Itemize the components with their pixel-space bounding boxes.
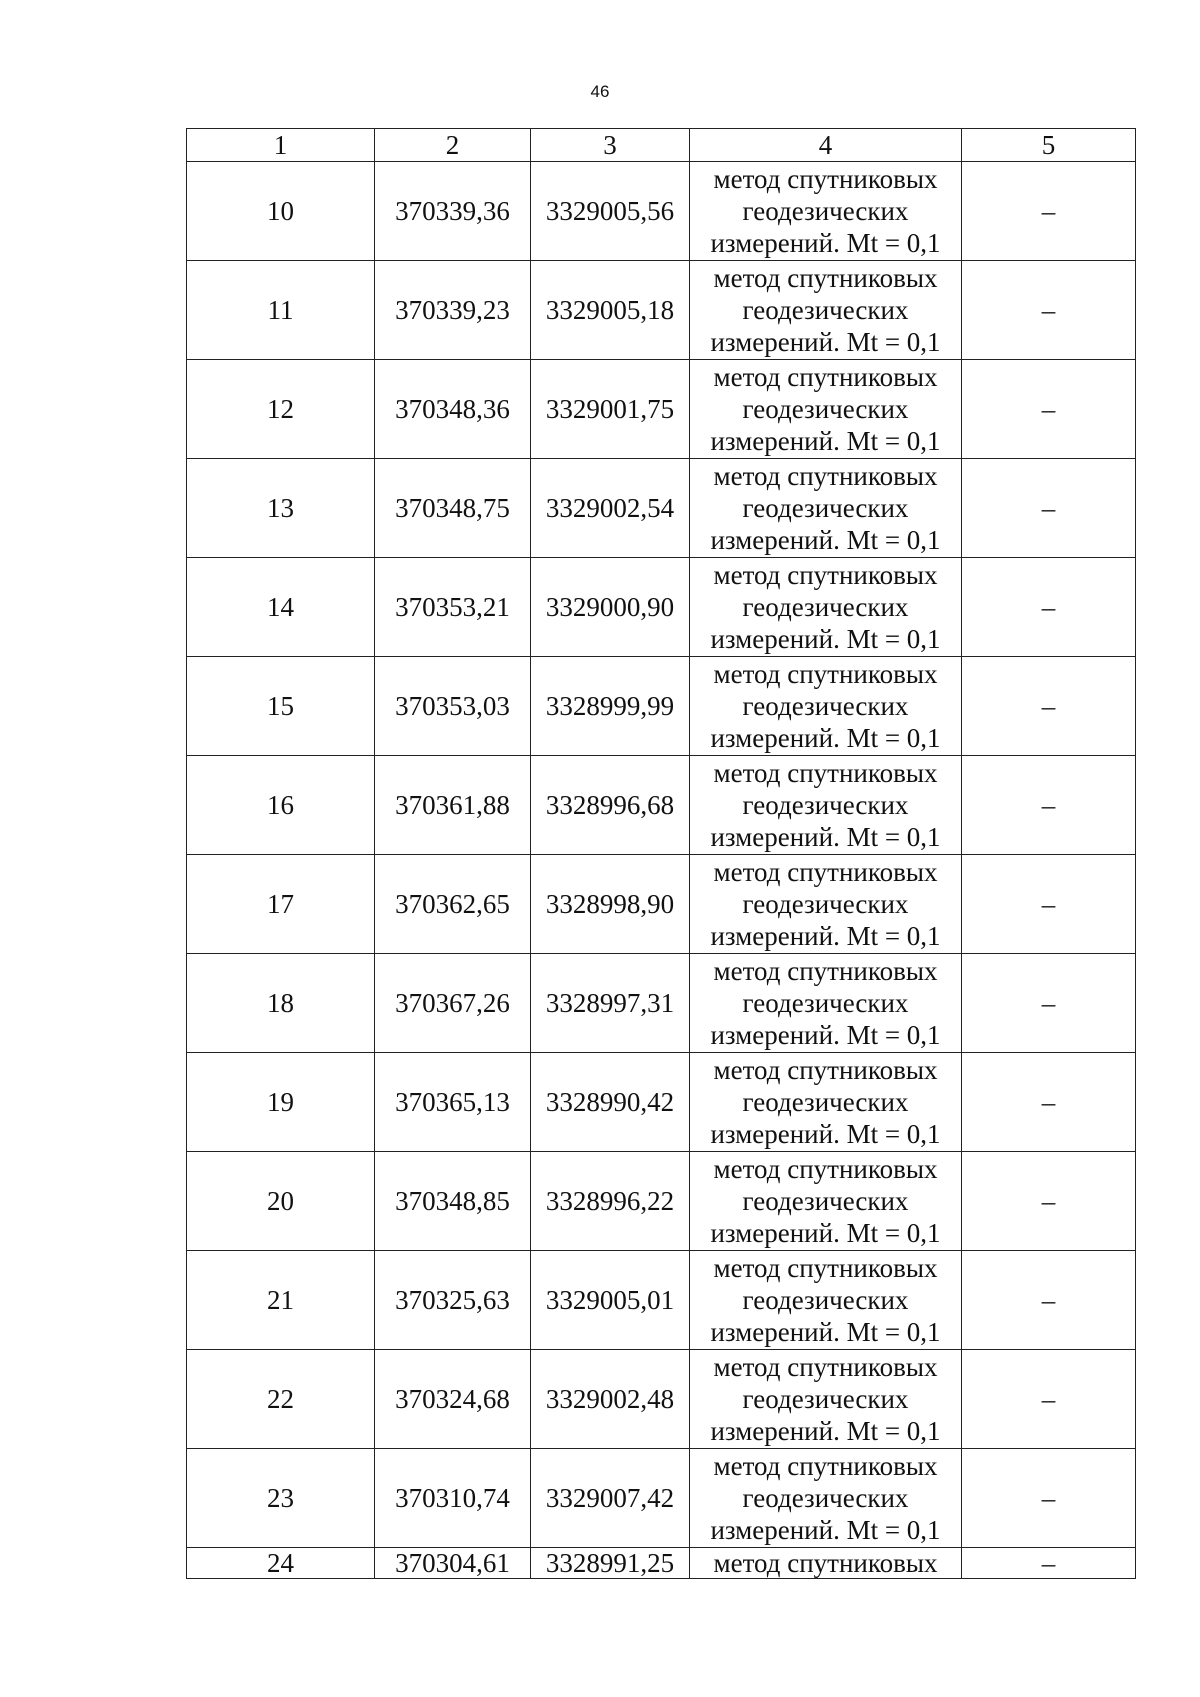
column-header: 2: [375, 129, 531, 162]
point-number: 24: [187, 1548, 375, 1579]
column-5-value: –: [962, 855, 1136, 954]
method-line: геодезических: [742, 691, 909, 721]
point-number: 15: [187, 657, 375, 756]
method-line: измерений. Mt = 0,1: [710, 1416, 941, 1446]
method-line: геодезических: [742, 1384, 909, 1414]
table-row: [187, 1053, 1136, 1152]
method-line: измерений. Mt = 0,1: [710, 624, 941, 654]
method-line: измерений. Mt = 0,1: [710, 426, 941, 456]
method-cell: [690, 855, 962, 954]
method-line: геодезических: [742, 592, 909, 622]
method-cell: [690, 1152, 962, 1251]
coordinate-x: 370348,75: [375, 459, 531, 558]
coordinate-x: 370348,36: [375, 360, 531, 459]
method-line: метод спутниковых: [713, 560, 938, 590]
table-row: [187, 855, 1136, 954]
method-line: метод спутниковых: [713, 659, 938, 689]
method-line: геодезических: [742, 394, 909, 424]
coordinate-x: 370339,36: [375, 162, 531, 261]
method-line: измерений. Mt = 0,1: [710, 921, 941, 951]
point-number: 10: [187, 162, 375, 261]
page-number: 46: [590, 82, 610, 101]
method-line: измерений. Mt = 0,1: [710, 822, 941, 852]
column-5-value: –: [962, 459, 1136, 558]
table-row: [187, 954, 1136, 1053]
method-cell: метод спутниковых: [690, 1548, 962, 1579]
column-5-value: –: [962, 1251, 1136, 1350]
table-row: [187, 261, 1136, 360]
point-number: 23: [187, 1449, 375, 1548]
column-5-value: –: [962, 360, 1136, 459]
table-row: [187, 657, 1136, 756]
method-line: метод спутниковых: [713, 1451, 938, 1481]
coordinate-y: 3329002,48: [531, 1350, 690, 1449]
coordinate-x: 370365,13: [375, 1053, 531, 1152]
table-row: [187, 162, 1136, 261]
method-line: измерений. Mt = 0,1: [710, 1317, 941, 1347]
method-line: измерений. Mt = 0,1: [710, 1020, 941, 1050]
method-line: метод спутниковых: [713, 1352, 938, 1382]
method-line: геодезических: [742, 1186, 909, 1216]
method-line: измерений. Mt = 0,1: [710, 228, 941, 258]
column-5-value: –: [962, 954, 1136, 1053]
coordinate-y: 3328990,42: [531, 1053, 690, 1152]
method-line: измерений. Mt = 0,1: [710, 1218, 941, 1248]
coordinate-x: 370339,23: [375, 261, 531, 360]
coordinate-x: 370304,61: [375, 1548, 531, 1579]
method-line: измерений. Mt = 0,1: [710, 1515, 941, 1545]
table-row: [187, 1449, 1136, 1548]
method-line: измерений. Mt = 0,1: [710, 1119, 941, 1149]
method-cell: [690, 657, 962, 756]
method-line: геодезических: [742, 1285, 909, 1315]
column-header: 1: [187, 129, 375, 162]
point-number: 19: [187, 1053, 375, 1152]
method-line: геодезических: [742, 988, 909, 1018]
method-cell: [690, 756, 962, 855]
coordinate-y: 3328997,31: [531, 954, 690, 1053]
method-line: измерений. Mt = 0,1: [710, 723, 941, 753]
coordinate-y: 3328999,99: [531, 657, 690, 756]
table-row: [187, 1152, 1136, 1251]
coordinate-y: 3329005,56: [531, 162, 690, 261]
column-5-value: –: [962, 1449, 1136, 1548]
coordinate-y: 3328991,25: [531, 1548, 690, 1579]
method-cell: [690, 1251, 962, 1350]
method-cell: [690, 459, 962, 558]
point-number: 17: [187, 855, 375, 954]
method-line: геодезических: [742, 295, 909, 325]
table-row: [187, 1251, 1136, 1350]
coordinate-y: 3329007,42: [531, 1449, 690, 1548]
method-cell: [690, 162, 962, 261]
coordinate-y: 3329002,54: [531, 459, 690, 558]
column-header: 3: [531, 129, 690, 162]
method-line: геодезических: [742, 1483, 909, 1513]
point-number: 22: [187, 1350, 375, 1449]
column-5-value: –: [962, 558, 1136, 657]
point-number: 14: [187, 558, 375, 657]
point-number: 21: [187, 1251, 375, 1350]
column-5-value: –: [962, 1548, 1136, 1579]
method-cell: [690, 1350, 962, 1449]
method-line: метод спутниковых: [713, 1055, 938, 1085]
method-cell: [690, 558, 962, 657]
column-5-value: –: [962, 1053, 1136, 1152]
point-number: 11: [187, 261, 375, 360]
method-line: метод спутниковых: [713, 1253, 938, 1283]
method-line: измерений. Mt = 0,1: [710, 525, 941, 555]
table-row: [187, 1548, 1136, 1579]
coordinate-x: 370362,65: [375, 855, 531, 954]
column-5-value: –: [962, 756, 1136, 855]
method-cell: [690, 261, 962, 360]
method-cell: [690, 1053, 962, 1152]
table-header-row: [187, 129, 1136, 162]
table-row: [187, 360, 1136, 459]
table-row: [187, 459, 1136, 558]
table-row: [187, 558, 1136, 657]
coordinate-y: 3328996,68: [531, 756, 690, 855]
method-line: геодезических: [742, 196, 909, 226]
coordinate-y: 3329000,90: [531, 558, 690, 657]
method-line: измерений. Mt = 0,1: [710, 327, 941, 357]
column-header: 5: [962, 129, 1136, 162]
column-header: 4: [690, 129, 962, 162]
method-line: метод спутниковых: [713, 758, 938, 788]
table-row: [187, 756, 1136, 855]
method-cell: [690, 1449, 962, 1548]
coordinate-y: 3329001,75: [531, 360, 690, 459]
column-5-value: –: [962, 162, 1136, 261]
method-line: метод спутниковых: [713, 164, 938, 194]
coordinate-x: 370361,88: [375, 756, 531, 855]
method-line: метод спутниковых: [713, 857, 938, 887]
coordinate-x: 370310,74: [375, 1449, 531, 1548]
coordinate-y: 3328998,90: [531, 855, 690, 954]
coordinate-x: 370367,26: [375, 954, 531, 1053]
method-line: геодезических: [742, 889, 909, 919]
point-number: 20: [187, 1152, 375, 1251]
method-line: метод спутниковых: [713, 362, 938, 392]
point-number: 16: [187, 756, 375, 855]
method-line: геодезических: [742, 1087, 909, 1117]
coordinate-x: 370325,63: [375, 1251, 531, 1350]
coordinate-y: 3329005,01: [531, 1251, 690, 1350]
coordinate-x: 370348,85: [375, 1152, 531, 1251]
coordinate-x: 370353,03: [375, 657, 531, 756]
method-line: геодезических: [742, 790, 909, 820]
coordinate-x: 370324,68: [375, 1350, 531, 1449]
point-number: 18: [187, 954, 375, 1053]
method-line: метод спутниковых: [713, 1154, 938, 1184]
coordinate-y: 3328996,22: [531, 1152, 690, 1251]
method-line: геодезических: [742, 493, 909, 523]
coordinate-y: 3329005,18: [531, 261, 690, 360]
method-line: метод спутниковых: [713, 461, 938, 491]
point-number: 12: [187, 360, 375, 459]
method-line: метод спутниковых: [713, 956, 938, 986]
coordinate-x: 370353,21: [375, 558, 531, 657]
table-body: [187, 129, 1136, 1579]
method-cell: [690, 954, 962, 1053]
column-5-value: –: [962, 1152, 1136, 1251]
point-number: 13: [187, 459, 375, 558]
column-5-value: –: [962, 657, 1136, 756]
column-5-value: –: [962, 1350, 1136, 1449]
table-row: [187, 1350, 1136, 1449]
method-line: метод спутниковых: [713, 263, 938, 293]
method-cell: [690, 360, 962, 459]
coordinates-table: [186, 128, 1136, 1579]
column-5-value: –: [962, 261, 1136, 360]
